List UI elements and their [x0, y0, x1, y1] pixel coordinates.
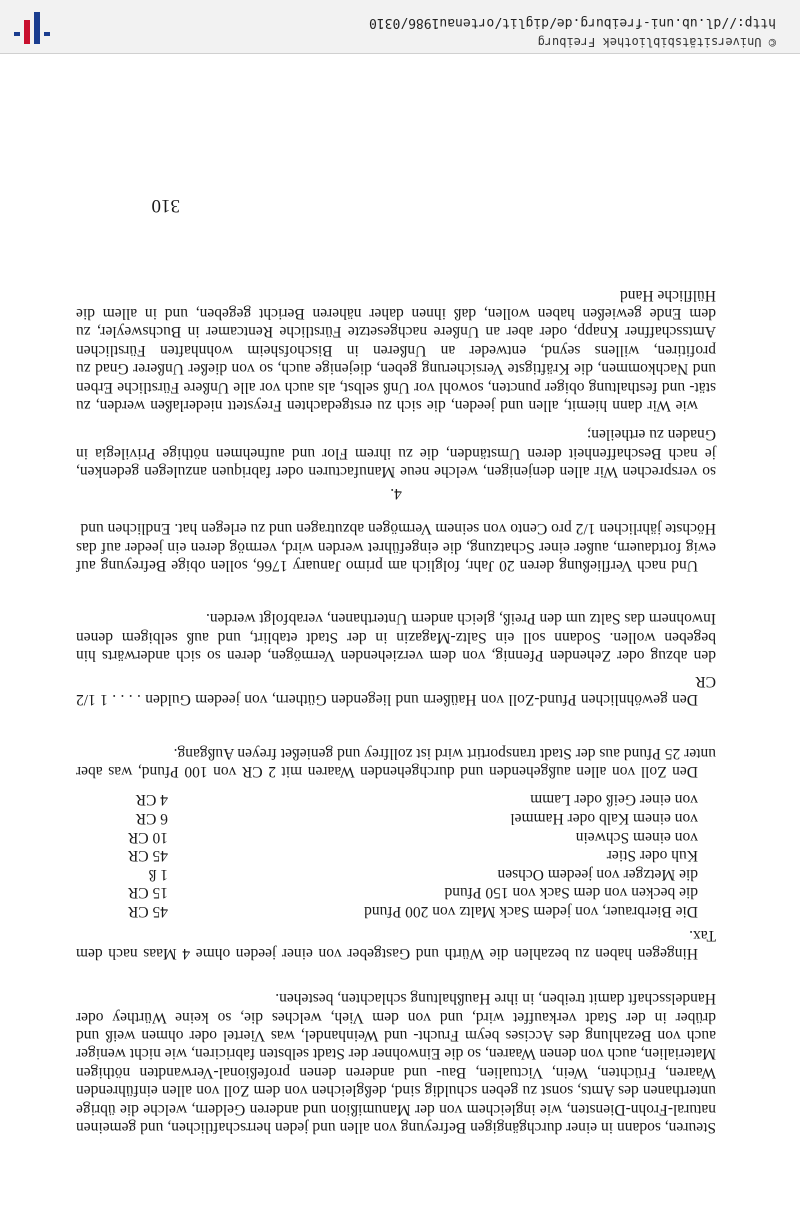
paragraph-hingegen	[76, 925, 716, 962]
tax-item-amount: 15 CR	[127, 884, 168, 902]
paragraph-abzug	[76, 609, 716, 664]
paragraph-text: Den Zoll von allen außgehenden und durchgehenden Waaren mit 2 CR von 100 Pfund, was aber unter 25 Pfund aus der Stadt transportirt wird ist zollfrey und genießet freyen Außgang.	[76, 744, 716, 780]
paragraph-versicherung	[76, 285, 716, 414]
section-number-text: 4.	[390, 485, 402, 502]
tax-item-label: die Metzger von jeedem Ochsen	[497, 865, 698, 883]
tax-list-item	[76, 827, 716, 846]
paragraph-text: Den gewöhnlichen Pfund-Zoll von Haüßern und liegenden Güthern, von jeedem Gulden . . . . 1 1/2 CR	[76, 672, 716, 708]
tax-item-label: von einem Kalb oder Hammel	[510, 810, 698, 828]
paragraph-text: Steuren, sodann in einer durchgängigen Befreyung von allen und jeden herrschaftlichen, und gemeinen natural-Frohn-Diensten, wie ingleichem von der Manumißion und anderen Geldern, welche die übrige unterthanen des Amts, sonst zu geben schuldig sind, deßgleichen von dem Zoll von allen einführenden Waaren, Früchten, Wein, Victualien, Bau- und anderen denen profeßional-Verwandten nöthigen Materialien, auch von denen Waaren, so die Einwohner der Stadt selbsten fabriciren, wie nicht weniger auch von Bezahlung des Accises beym Frucht- und Weinhandel, was Viertel oder ohmen weiß und drüber in der Stadt verkauffet wird, und von dem Vieh, welches die, so keine Würthey oder Handelsschaft damit treiben, in ihre Haußhaltung schlachten, bestehen.	[76, 990, 716, 1136]
tax-list-item	[76, 846, 716, 865]
tax-list-item	[76, 883, 716, 902]
tax-list-item	[76, 901, 716, 920]
paragraph-text: Und nach Verfließung deren 20 Jahr, folglich am primo January 1766, sollen obige Befreyung auf ewig fortdauern, außer einer Schatzung, die eingeführet werden wird, vermög deren ein jeeder auf das Höchste jährlichen 1/2 pro Cento von seinem Vermögen abzutragen und zu erlegen hat. Endlichen und	[76, 520, 716, 574]
paragraph-text: so versprechen Wir allen denjenigen, welche neue Manufacturen oder fabriquen anzulegen gedenken, je nach Beschaffenheit deren Umständen, die zu ihrem Flor und aufnehmen nöthige Privilegia in Gnaden zu ertheilen;	[76, 426, 716, 480]
copyright-notice: © Universitätsbibliothek Freiburg	[537, 35, 776, 49]
university-logo-icon	[12, 10, 52, 46]
tax-list-item	[76, 864, 716, 883]
tax-list-item	[76, 790, 716, 809]
paragraph-text: den abzug oder Zehenden Pfennig, von dem verziehenden Vermögen, deren so sich anderwärts hin begeben wollen. Sodann soll ein Saltz-Magazin in der Stadt etablirt, und auß selbigem denen Inwohnern das Saltz um den Preiß, gleich andern Unterthanen, verabfolgt werden.	[76, 610, 716, 664]
paragraph-text: Hingegen haben zu bezahlen die Würth und Gastgeber von einer jeeden ohme 4 Maas nach dem Tax.	[76, 926, 716, 962]
scanned-page	[0, 54, 800, 1220]
page-number: 310	[151, 195, 180, 216]
tax-item-label: Die Bierbrauer, von jedem Sack Maltz von 200 Pfund	[364, 903, 698, 920]
tax-item-amount: 4 CR	[135, 791, 168, 809]
tax-list-item	[76, 808, 716, 827]
paragraph-zoll	[76, 743, 716, 780]
paragraph-manufacturen	[76, 425, 716, 480]
tax-item-amount: 45 CR	[127, 847, 168, 865]
paragraph-verfliessung	[76, 519, 716, 574]
section-number	[76, 484, 716, 502]
tax-item-label: Kuh oder Stier	[606, 847, 698, 865]
paragraph-pfund-zoll	[76, 671, 716, 708]
document-url[interactable]: http://dl.ub.uni-freiburg.de/diglit/ortenau1986/0310	[369, 15, 776, 30]
tax-item-amount: 6 CR	[135, 810, 168, 828]
tax-list	[76, 790, 716, 920]
tax-item-amount: 45 CR	[127, 903, 168, 920]
tax-item-amount: 10 CR	[127, 828, 168, 846]
tax-item-label: die becken von dem Sack von 150 Pfund	[444, 884, 698, 902]
tax-item-amount: 1 ß	[148, 865, 168, 883]
paragraph-steuren	[76, 989, 716, 1136]
tax-item-label: von einem Schwein	[575, 828, 698, 846]
paragraph-text: wie Wir dann hiemit, allen und jeeden, die sich zu erstgedachten Freystett niederlaßen werden, zu stät- und festhaltung obiger puncten, sowohl vor Unß selbst, als auch vor alle Unßere Fürstliche Erben und Nachkommen, die Kräftigste Versicherung geben, diejenige auch, so von dießer Unßerer Gnad zu profitiren, willens seynd, entweder an Unßeren in Bischofsheim wohnhaften Fürstlichen Amtsschaffner Knapp, oder aber an Unßere nachgesetzte Fürstliche Rentcamer in Buchsweyler, zu dem Ende gewießen haben wollen, daß ihnen daher näheren Bericht gegeben, und in allem die Hülfliche Hand	[76, 286, 716, 414]
tax-item-label: von einer Geiß oder Lamm	[530, 791, 698, 809]
